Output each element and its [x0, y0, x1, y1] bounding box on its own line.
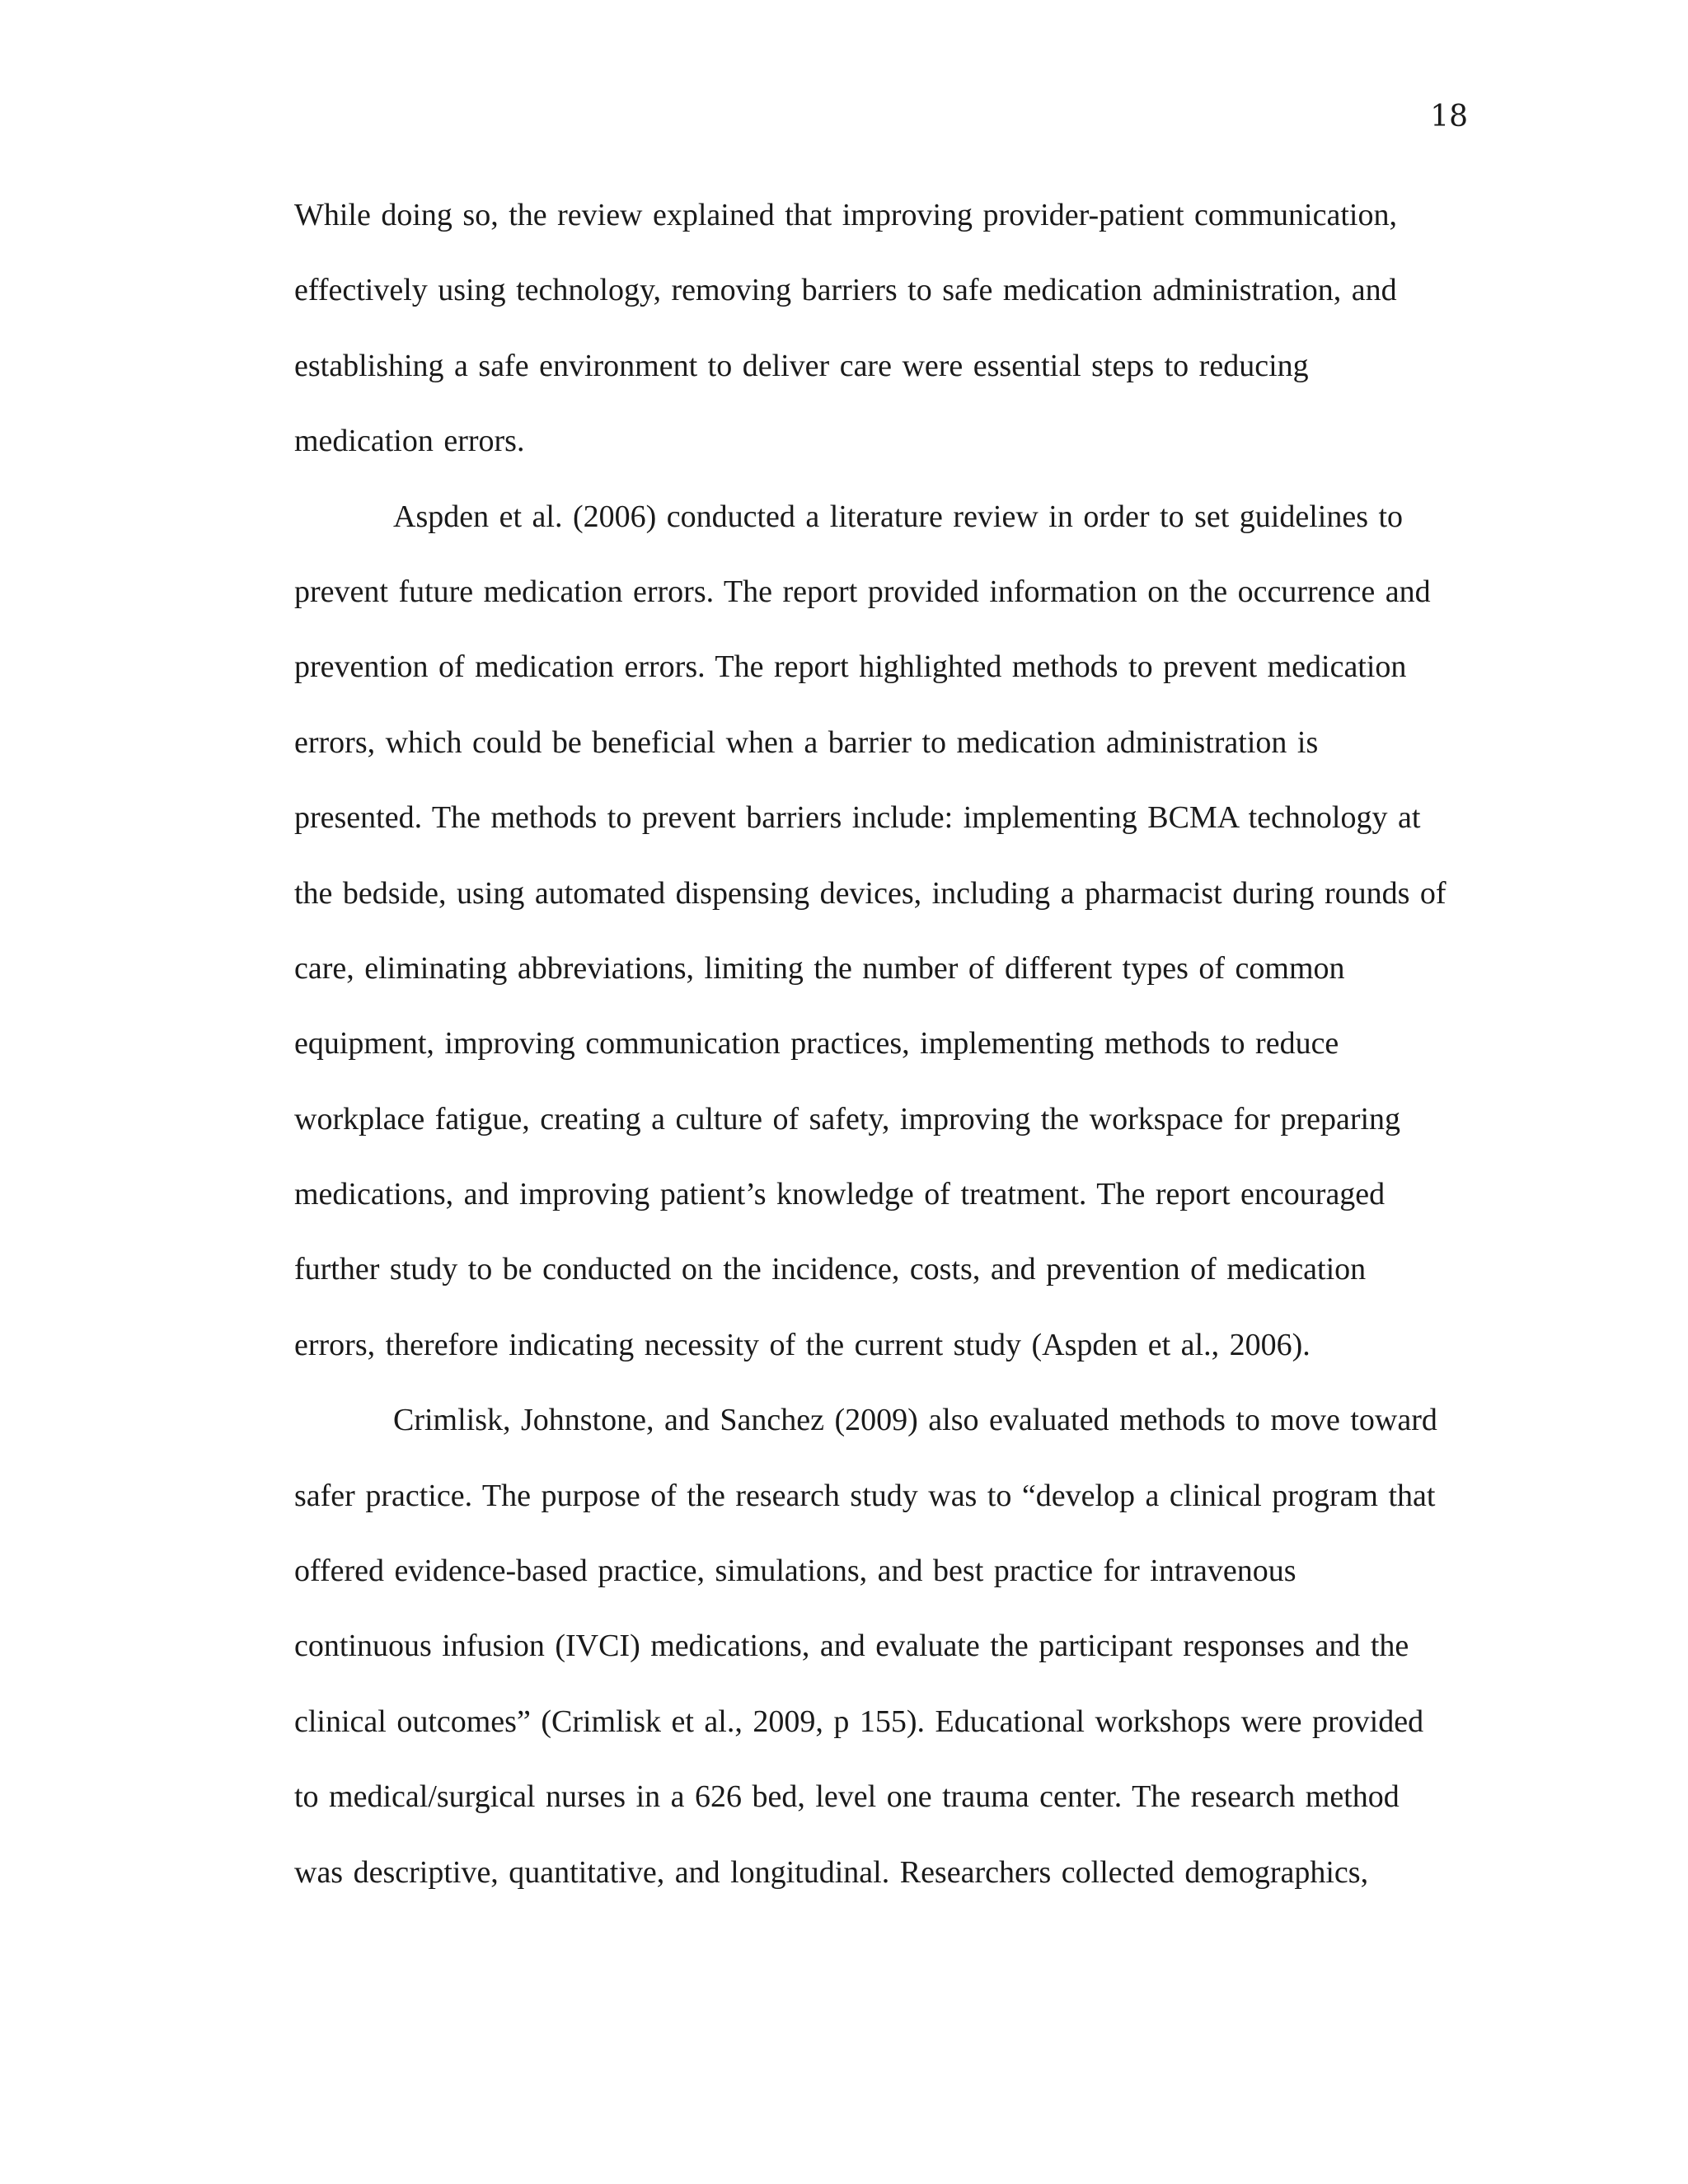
- text-line: safer practice. The purpose of the research study was to “develop a clinical program that: [294, 1478, 1436, 1513]
- text-line: prevent future medication errors. The report provided information on the occurrence and: [294, 574, 1431, 609]
- text-line: effectively using technology, removing barriers to safe medication administration, and: [294, 273, 1397, 308]
- text-line: continuous infusion (IVCI) medications, and evaluate the participant responses and the: [294, 1629, 1409, 1664]
- text-line: clinical outcomes” (Crimlisk et al., 2009, p 155). Educational workshops were provided: [294, 1704, 1424, 1739]
- text-line: prevention of medication errors. The report highlighted methods to prevent medication: [294, 649, 1407, 685]
- text-line: Aspden et al. (2006) conducted a literature review in order to set guidelines to: [393, 499, 1404, 534]
- text-line: care, eliminating abbreviations, limiting the number of different types of common: [294, 950, 1345, 986]
- text-line: further study to be conducted on the incidence, costs, and prevention of medication: [294, 1252, 1367, 1287]
- document-body: [294, 191, 1481, 1924]
- text-line: workplace fatigue, creating a culture of safety, improving the workspace for preparing: [294, 1101, 1401, 1137]
- text-line: errors, which could be beneficial when a barrier to medication administration is: [294, 724, 1319, 760]
- text-line: Crimlisk, Johnstone, and Sanchez (2009) also evaluated methods to move toward: [393, 1403, 1437, 1438]
- page-number: 18: [1430, 100, 1468, 134]
- text-line: errors, therefore indicating necessity of the current study (Aspden et al., 2006).: [294, 1327, 1311, 1362]
- text-line: establishing a safe environment to deliver care were essential steps to reducing: [294, 348, 1309, 383]
- text-line: the bedside, using automated dispensing devices, including a pharmacist during rounds of: [294, 875, 1447, 911]
- text-line: presented. The methods to prevent barriers include: implementing BCMA technology at: [294, 800, 1421, 836]
- text-line: equipment, improving communication practices, implementing methods to reduce: [294, 1026, 1339, 1062]
- text-line: medications, and improving patient’s knowledge of treatment. The report encouraged: [294, 1177, 1386, 1212]
- text-line: medication errors.: [294, 424, 525, 459]
- text-line: was descriptive, quantitative, and longitudinal. Researchers collected demographics,: [294, 1854, 1369, 1890]
- text-line: to medical/surgical nurses in a 626 bed, level one trauma center. The research method: [294, 1779, 1400, 1815]
- text-line: While doing so, the review explained that improving provider-patient communication,: [294, 198, 1397, 232]
- text-line: offered evidence-based practice, simulations, and best practice for intravenous: [294, 1554, 1296, 1589]
